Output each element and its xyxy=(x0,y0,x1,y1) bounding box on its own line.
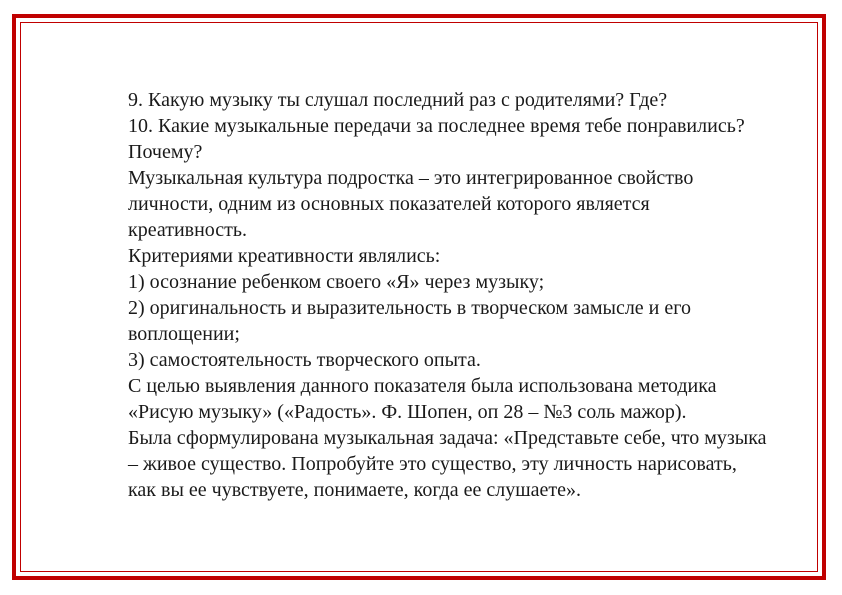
criterion-2: 2) оригинальность и выразительность в творческом замысле и его воплощении; xyxy=(128,297,691,345)
criterion-3: 3) самостоятельность творческого опыта. xyxy=(128,349,481,371)
criterion-1: 1) осознание ребенком своего «Я» через музыку; xyxy=(128,271,545,293)
criteria-heading: Критериями креативности являлись: xyxy=(128,245,441,267)
task-paragraph: Была сформулирована музыкальная задача: «Представьте себе, что музыка – живое существо. Попробуйте это существо, эту личность нарисовать, как вы ее чувствуете, понимаете, когда ее слушаете». xyxy=(128,427,767,501)
question-10: 10. Какие музыкальные передачи за последнее время тебе понравились? Почему? xyxy=(128,115,745,163)
method-paragraph: С целью выявления данного показателя была использована методика «Рисую музыку» («Радость». Ф. Шопен, оп 28 – №3 соль мажор). xyxy=(128,375,717,423)
slide-text xyxy=(128,87,768,503)
question-9: 9. Какую музыку ты слушал последний раз с родителями? Где? xyxy=(128,89,668,111)
definition-paragraph: Музыкальная культура подростка – это интегрированное свойство личности, одним из основных показателей которого является креативность. xyxy=(128,167,694,241)
